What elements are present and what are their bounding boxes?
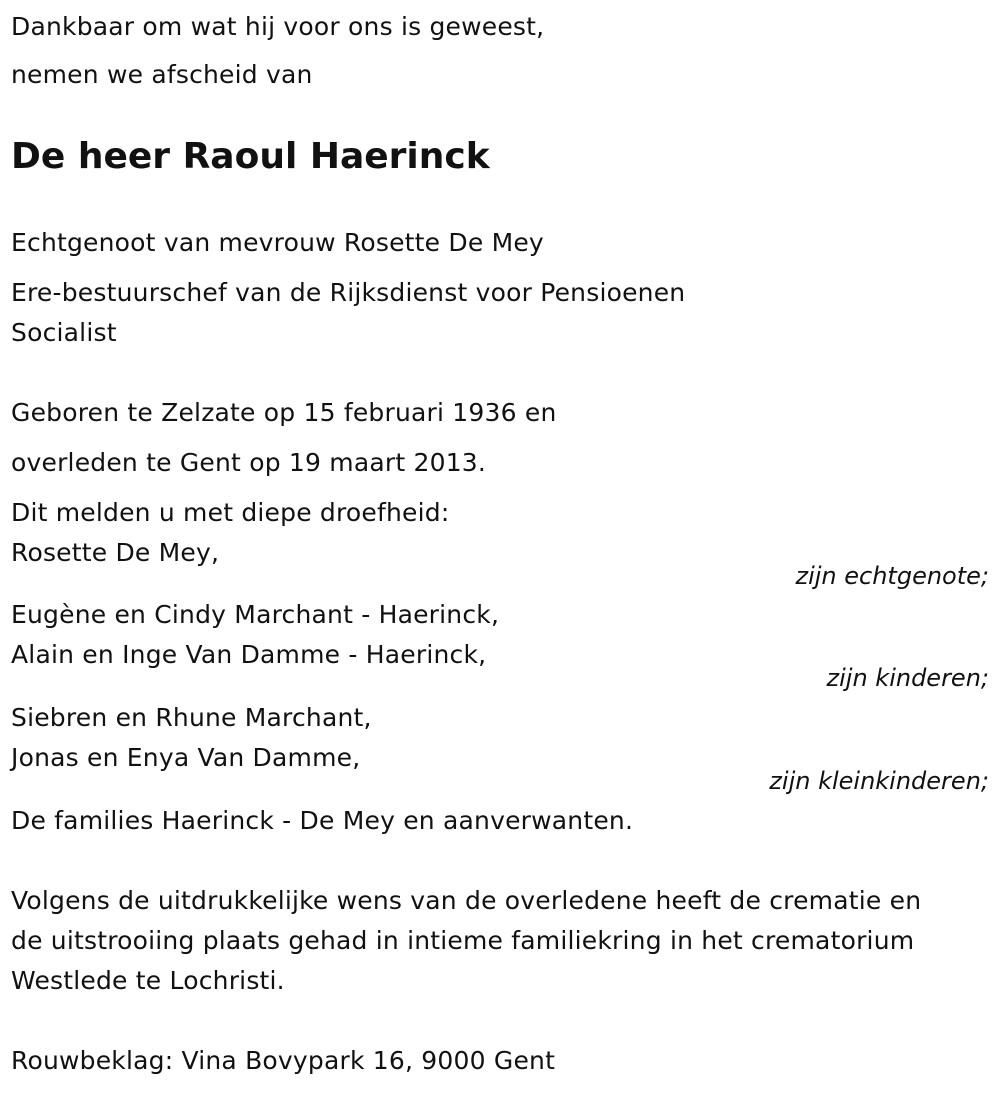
grandchild-name-1: Siebren en Rhune Marchant, (11, 703, 372, 732)
other-family: De families Haerinck - De Mey en aanverwanten. (11, 806, 634, 835)
ceremony-line-3: Westlede te Lochristi. (11, 966, 285, 995)
condolence-address: Rouwbeklag: Vina Bovypark 16, 9000 Gent (11, 1046, 556, 1075)
announcement: Dit melden u met diepe droefheid: (11, 498, 450, 527)
children-relation: zijn kinderen; (826, 664, 989, 692)
grandchild-name-2: Jonas en Enya Van Damme, (11, 743, 361, 772)
spouse-relation: zijn echtgenote; (795, 562, 989, 590)
child-name-1: Eugène en Cindy Marchant - Haerinck, (11, 600, 500, 629)
intro-line-2: nemen we afscheid van (11, 60, 313, 89)
death-line: overleden te Gent op 19 maart 2013. (11, 448, 487, 477)
deceased-name: De heer Raoul Haerinck (11, 136, 490, 177)
child-name-2: Alain en Inge Van Damme - Haerinck, (11, 640, 487, 669)
ceremony-line-1: Volgens de uitdrukkelijke wens van de overledene heeft de crematie en (11, 886, 922, 915)
ceremony-line-2: de uitstrooiing plaats gehad in intieme familiekring in het crematorium (11, 926, 915, 955)
spouse-name: Rosette De Mey, (11, 538, 220, 567)
affiliation: Socialist (11, 318, 117, 347)
grandchildren-relation: zijn kleinkinderen; (769, 767, 989, 795)
spouse-title: Echtgenoot van mevrouw Rosette De Mey (11, 228, 544, 257)
function-title: Ere-bestuurschef van de Rijksdienst voor Pensioenen (11, 278, 686, 307)
birth-line: Geboren te Zelzate op 15 februari 1936 en (11, 398, 557, 427)
intro-line-1: Dankbaar om wat hij voor ons is geweest, (11, 12, 545, 41)
